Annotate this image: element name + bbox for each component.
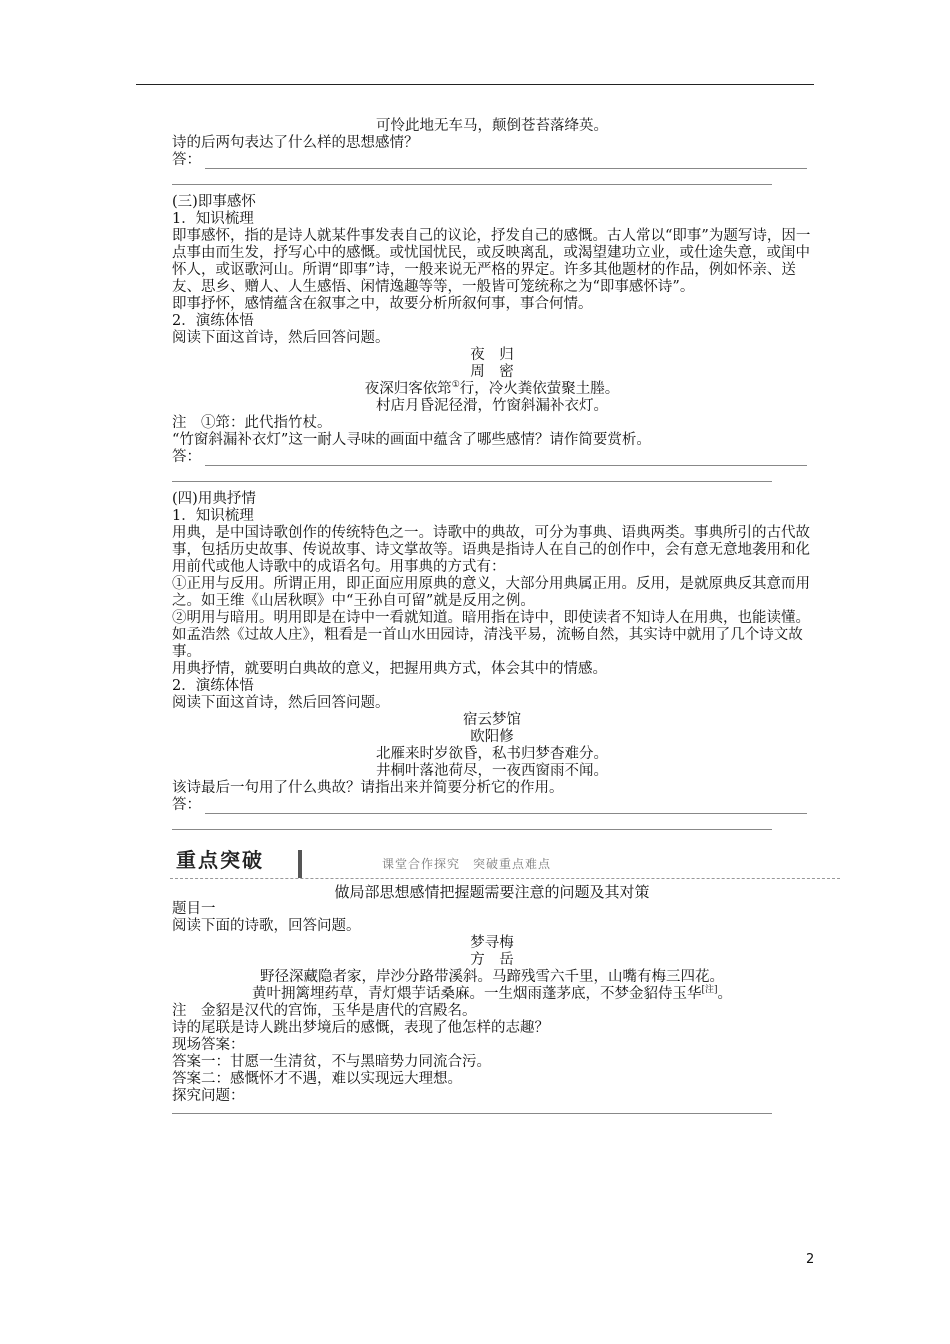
answer-field[interactable] (172, 797, 812, 814)
poem-title: 夜 归 (470, 347, 514, 363)
answer-field[interactable] (172, 449, 812, 466)
answer-line (205, 453, 807, 466)
answer-line-2[interactable] (172, 481, 772, 482)
poem-author: 方 岳 (470, 952, 514, 968)
banner-divider (298, 850, 302, 878)
answer-line (205, 156, 807, 169)
poem-line: 井桐叶落池荷尽，一夜西窗雨不闻。 (376, 763, 608, 779)
prompt: 阅读下面这首诗，然后回答问题。 (172, 330, 390, 346)
answer-option: 答案一：甘愿一生清贫，不与黑暗势力同流合污。 (172, 1054, 491, 1070)
subsection-title: 1．知识梳理 (172, 211, 254, 227)
page-number: 2 (806, 1252, 815, 1267)
poem-line (172, 986, 812, 1003)
onsite-answer-label: 现场答案： (172, 1037, 245, 1053)
paragraph: 用典，是中国诗歌创作的传统特色之一。诗歌中的典故，可分为事典、语典两类。事典所引的古代故事，包括历史故事、传说故事、诗文掌故等。语典是指诗人在自己的创作中，会有意无意地袭用和化用前代或他人诗歌中的成语名句。用事典的方式有： (172, 525, 810, 575)
answer-label: 答： (172, 797, 201, 813)
paragraph: ①正用与反用。所谓正用，即正面应用原典的意义，大部分用典属正用。反用，是就原典反其意而用之。如王维《山居秋暝》中“王孙自可留”就是反用之例。 (172, 576, 810, 609)
answer-field[interactable] (172, 152, 812, 169)
topic-heading: 做局部思想感情把握题需要注意的问题及其对策 (334, 883, 650, 901)
note: 注 金貂是汉代的宫饰，玉华是唐代的宫殿名。 (172, 1003, 477, 1019)
poem-line: 野径深藏隐者家，岸沙分路带溪斜。马蹄残雪六千里，山嘴有梅三四花。 (260, 969, 724, 985)
question: 该诗最后一句用了什么典故？请指出来并简要分析它的作用。 (172, 780, 564, 796)
poem-line (172, 381, 812, 398)
note: 注 ①筇：此代指竹杖。 (172, 415, 332, 431)
prompt: 阅读下面这首诗，然后回答问题。 (172, 695, 390, 711)
section-title: (三)即事感怀 (172, 194, 256, 210)
poem-text: 。 (717, 986, 733, 1002)
poem-line: 村店月昏泥径滑，竹窗斜漏补衣灯。 (376, 398, 608, 414)
poem-line: 可怜此地无车马，颠倒苍苔落绛英。 (376, 118, 608, 134)
banner-subtitle: 课堂合作探究 突破重点难点 (382, 857, 552, 871)
poem-title: 梦寻梅 (470, 935, 514, 951)
subsection-title: 2．演练体悟 (172, 313, 254, 329)
answer-line-2[interactable] (172, 829, 772, 830)
prompt: 阅读下面的诗歌，回答问题。 (172, 918, 361, 934)
answer-label: 答： (172, 449, 201, 465)
subsection-title: 2．演练体悟 (172, 678, 254, 694)
paragraph: 用典抒情，就要明白典故的意义，把握用典方式，体会其中的情感。 (172, 661, 607, 677)
poem-author: 周 密 (470, 364, 514, 380)
answer-line[interactable] (172, 1113, 772, 1114)
poem-line: 北雁来时岁欲昏，私书归梦杳难分。 (376, 746, 608, 762)
footnote-marker: ① (451, 380, 460, 391)
section-title: (四)用典抒情 (172, 491, 256, 507)
paragraph: ②明用与暗用。明用即是在诗中一看就知道。暗用指在诗中，即使读者不知诗人在用典，也能读懂。如孟浩然《过故人庄》，粗看是一首山水田园诗，清浅平易，流畅自然，其实诗中就用了几个诗文故事。 (172, 610, 810, 660)
banner-underline (170, 878, 840, 879)
footnote-marker: [注] (701, 985, 718, 996)
question: 诗的尾联是诗人跳出梦境后的感慨，表现了他怎样的志趣？ (172, 1020, 549, 1036)
question: “竹窗斜漏补衣灯”这一耐人寻味的画面中蕴含了哪些感情？请作简要赏析。 (172, 432, 651, 448)
header-rule (136, 84, 814, 85)
section-banner (170, 850, 840, 884)
paragraph: 即事抒怀，感情蕴含在叙事之中，故要分析所叙何事，事合何情。 (172, 296, 593, 312)
poem-text: 行，冷火粪依萤聚土塍。 (459, 381, 620, 397)
question-label: 题目一 (172, 901, 216, 917)
poem-title: 宿云梦馆 (463, 712, 521, 728)
question: 诗的后两句表达了什么样的思想感情？ (172, 135, 419, 151)
poem-text: 黄叶拥篱埋药草，青灯煨芋话桑麻。一生烟雨蓬茅底，不梦金貂侍玉华 (251, 986, 702, 1002)
banner-title: 重点突破 (176, 848, 264, 872)
subsection-title: 1．知识梳理 (172, 508, 254, 524)
answer-option: 答案二：感慨怀才不遇，难以实现远大理想。 (172, 1071, 462, 1087)
document-body (172, 118, 812, 1123)
poem-text: 夜深归客依筇 (364, 381, 452, 397)
answer-line-2[interactable] (172, 184, 772, 185)
answer-line (205, 801, 807, 814)
explore-label: 探究问题： (172, 1088, 245, 1104)
answer-label: 答： (172, 152, 201, 168)
poem-author: 欧阳修 (470, 729, 514, 745)
paragraph: 即事感怀，指的是诗人就某件事发表自己的议论，抒发自己的感慨。古人常以“即事”为题写诗，因一点事由而生发，抒写心中的感慨。或忧国忧民，或反映离乱，或渴望建功立业，或仕途失意，或闺中怀人，或讴歌河山。所谓“即事”诗，一般来说无严格的界定。许多其他题材的作品，例如怀亲、送友、思乡、赠人、人生感悟、闲情逸趣等等，一般皆可笼统称之为“即事感怀诗”。 (172, 228, 811, 295)
